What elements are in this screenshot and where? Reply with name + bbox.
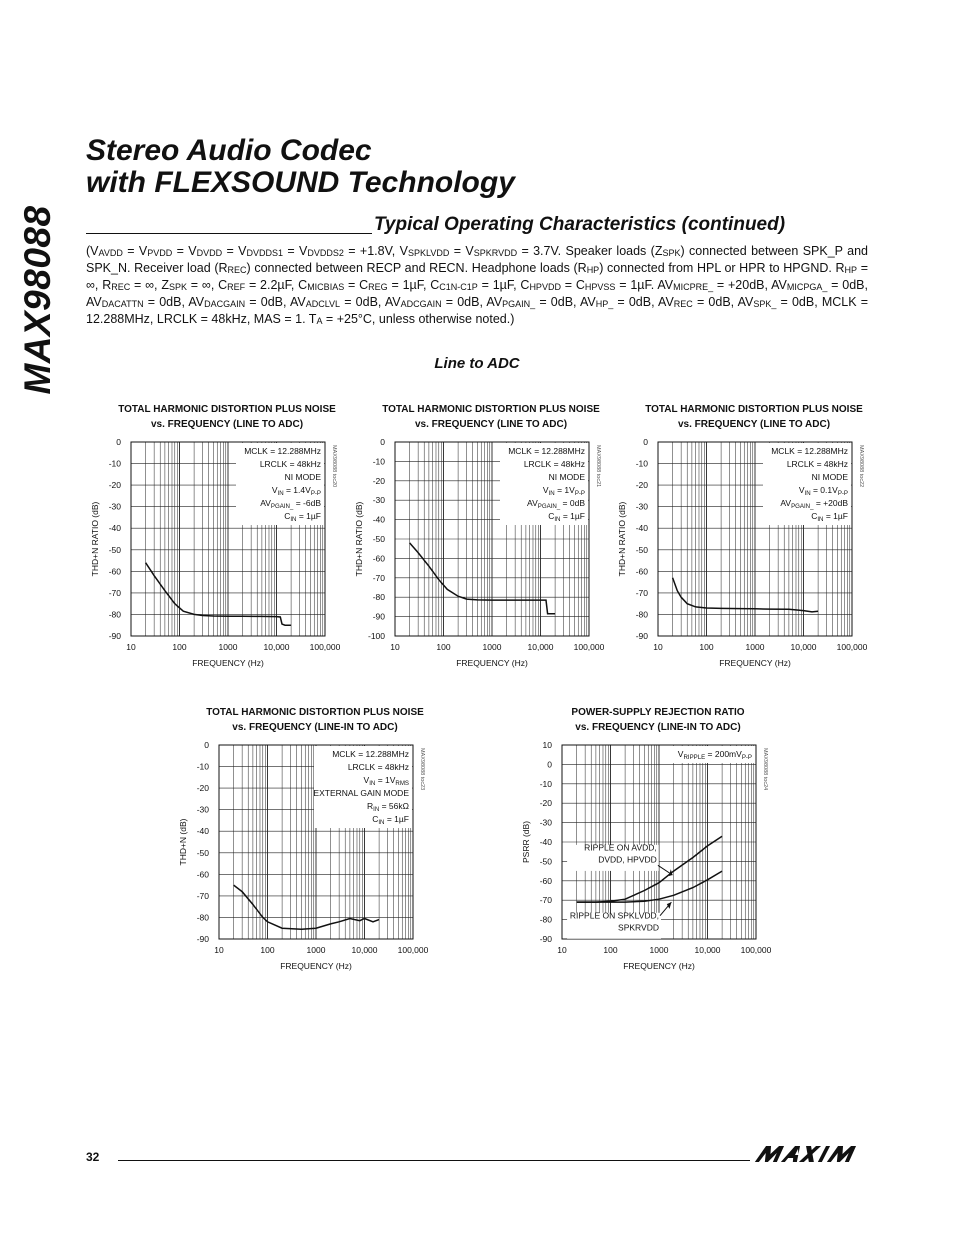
x-tick-label: 1000 [482, 642, 502, 652]
condition-text: = 0dB, AV [441, 295, 503, 309]
annotation-text: C [811, 511, 818, 521]
chart-svg [174, 705, 456, 977]
chart-title-line: POWER-SUPPLY REJECTION RATIO [571, 707, 745, 718]
annotation-subscript: IN [290, 516, 297, 523]
condition-text: = C [344, 278, 369, 292]
y-tick-label: -70 [372, 572, 385, 583]
condition-subscript: AVDD [98, 248, 123, 258]
condition-text: = V [222, 244, 247, 258]
series-label: DVDD, HPVDD [598, 854, 657, 865]
y-tick-label: -90 [635, 631, 648, 641]
annotation-subscript: IN [378, 819, 385, 826]
annotation-text: = 1.4V [283, 485, 311, 495]
annotation-text: NI MODE [284, 472, 321, 482]
y-tick-label: -100 [367, 631, 385, 641]
condition-subscript: C1N-C1P [439, 282, 478, 292]
series-line [234, 885, 380, 929]
condition-text: = 0dB, AV [245, 295, 306, 309]
condition-subscript: SPK [662, 248, 681, 258]
maxim-logo-mark [754, 1140, 870, 1166]
x-tick-label: 10,000 [694, 945, 721, 955]
annotation-line [787, 459, 848, 469]
annotation-text: MCLK = 12.288MHz [508, 446, 585, 456]
annotation-text: EXTERNAL GAIN MODE [313, 788, 409, 798]
y-tick-label: 0 [116, 437, 121, 447]
condition-text: = 1µF, C [477, 278, 530, 292]
y-tick-label: -30 [108, 501, 121, 512]
annotation-text: R [366, 801, 374, 811]
y-tick-label: 10 [542, 740, 552, 750]
y-axis-label: THD+N RATIO (dB) [354, 501, 364, 577]
chart-svg [350, 402, 632, 674]
figure-code: MAX98088 toc23 [419, 748, 425, 791]
condition-text: = C [560, 278, 585, 292]
y-tick-label: -60 [635, 566, 648, 577]
y-tick-label: -20 [635, 480, 648, 491]
chart-title-line: TOTAL HARMONIC DISTORTION PLUS NOISE [645, 404, 863, 415]
condition-text: = 0dB, AV [613, 295, 674, 309]
y-tick-label: -90 [372, 611, 385, 622]
y-tick-label: 0 [643, 437, 648, 447]
y-tick-label: -40 [372, 514, 385, 525]
condition-text: = ∞, Z [130, 278, 169, 292]
annotation-text: LRCLK = 48kHz [786, 459, 848, 469]
y-tick-label: -10 [196, 761, 209, 772]
annotation-line [549, 472, 586, 482]
y-tick-label: -30 [635, 501, 648, 512]
page-number: 32 [86, 1150, 100, 1164]
annotation-text: C [284, 511, 291, 521]
annotation-line [332, 749, 409, 759]
y-tick-label: -30 [539, 817, 552, 828]
annotation-subscript: P-P [574, 490, 585, 497]
x-tick-label: 100,000 [836, 642, 868, 652]
annotation-subscript: P-P [741, 754, 752, 761]
chart-title-line: TOTAL HARMONIC DISTORTION PLUS NOISE [382, 404, 600, 415]
condition-subscript: REC [673, 299, 693, 309]
condition-text: ) connected between RECP and RECN. Headphone loads (R [246, 261, 587, 275]
annotation-text: = +20dB [813, 498, 848, 508]
y-tick-label: -50 [635, 544, 648, 555]
chart-title-line: TOTAL HARMONIC DISTORTION PLUS NOISE [118, 404, 336, 415]
y-tick-label: 0 [204, 740, 209, 750]
condition-text: = ∞, R [86, 261, 868, 292]
y-tick-label: -30 [372, 495, 385, 506]
series-label: SPKRVDD [618, 922, 659, 933]
condition-text: = 0dB, MCLK = 12.288MHz, LRCLK = 48kHz, MAS = 1. T [86, 295, 869, 326]
annotation-text: LRCLK = 48kHz [259, 459, 321, 469]
condition-text: = +20dB, AV [713, 278, 787, 292]
condition-subscript: HP [586, 265, 600, 275]
annotation-text: = 1µF [296, 511, 321, 521]
y-tick-label: -80 [539, 914, 552, 925]
y-tick-label: -90 [108, 631, 121, 641]
maxim-logo [754, 1140, 870, 1166]
x-tick-label: 100 [260, 945, 275, 955]
annotation-subscript: IN [804, 490, 811, 497]
condition-subscript: ADCGAIN [400, 299, 442, 309]
y-tick-label: -60 [108, 566, 121, 577]
chart-thdn-line-to-adc-2 [350, 402, 632, 674]
figure-code: MAX98088 toc22 [858, 445, 864, 488]
annotation-text: AV [527, 498, 538, 508]
y-tick-label: -70 [196, 890, 209, 901]
condition-subscript: REC [227, 265, 247, 275]
x-tick-label: 100,000 [309, 642, 341, 652]
condition-subscript: PGAIN_ [502, 299, 536, 309]
x-tick-label: 1000 [306, 945, 326, 955]
x-tick-label: 10,000 [351, 945, 378, 955]
y-tick-label: -40 [539, 837, 552, 847]
x-tick-label: 10 [390, 642, 400, 652]
condition-subscript: DVDDS2 [307, 248, 344, 258]
condition-subscript: HP [844, 265, 858, 275]
x-tick-label: 100 [436, 642, 451, 652]
series-label: RIPPLE ON SPKLVDD, [569, 910, 659, 921]
operating-conditions [86, 243, 868, 328]
side-part-number-text: MAX98088 [17, 205, 58, 395]
y-tick-label: -10 [539, 778, 552, 789]
annotation-line [771, 446, 848, 456]
annotation-subscript: IN [548, 490, 555, 497]
condition-text: = V [172, 244, 197, 258]
condition-text: = ∞, C [187, 278, 228, 292]
condition-subscript: A [316, 316, 323, 326]
annotation-text: C [548, 511, 555, 521]
condition-subscript: SPKRVDD [473, 248, 518, 258]
condition-text: = 2.2µF, C [245, 278, 308, 292]
x-tick-label: 100,000 [740, 945, 772, 955]
annotation-text: NI MODE [548, 472, 585, 482]
figure-code: MAX98088 toc21 [595, 445, 601, 488]
y-tick-label: -50 [196, 847, 209, 858]
condition-subscript: HPVSS [584, 282, 616, 292]
x-tick-label: 100,000 [397, 945, 429, 955]
annotation-text: = -6dB [293, 498, 321, 508]
figure-code: MAX98088 toc20 [331, 445, 337, 488]
condition-text: = +25°C, unless otherwise noted.) [322, 312, 515, 326]
doc-title [86, 135, 515, 199]
annotation-text: = 1µF [560, 511, 585, 521]
condition-subscript: HP_ [595, 299, 614, 309]
annotation-text: AV [260, 498, 271, 508]
y-tick-label: -10 [635, 458, 648, 469]
condition-subscript: DACGAIN [204, 299, 246, 309]
condition-subscript: REG [368, 282, 388, 292]
annotation-subscript: PGAIN_ [270, 503, 294, 510]
x-tick-label: 10,000 [527, 642, 554, 652]
condition-subscript: DACATTN [101, 299, 144, 309]
x-tick-label: 10,000 [263, 642, 290, 652]
annotation-text: = 1µF [823, 511, 848, 521]
section-rule [86, 233, 372, 234]
x-tick-label: 10 [126, 642, 136, 652]
condition-text: ) connected from HPL or HPR to HPGND. R [599, 261, 845, 275]
chart-title-line: vs. FREQUENCY (LINE-IN TO ADC) [575, 722, 741, 733]
y-axis-label: PSRR (dB) [521, 820, 531, 864]
chart-title-line: vs. FREQUENCY (LINE TO ADC) [677, 419, 831, 430]
condition-subscript: PVDD [147, 248, 173, 258]
condition-text: = 3.7V. Speaker loads (Z [517, 244, 663, 258]
annotation-subscript: IN [369, 780, 376, 787]
annotation-line [348, 762, 409, 772]
series-line [577, 871, 723, 902]
annotation-line [812, 472, 849, 482]
y-tick-label: -90 [196, 934, 209, 944]
x-tick-label: 1000 [218, 642, 238, 652]
annotation-text: LRCLK = 48kHz [347, 762, 409, 772]
condition-subscript: HPVDD [529, 282, 561, 292]
annotation-subscript: P-P [837, 490, 848, 497]
x-tick-label: 10 [653, 642, 663, 652]
condition-subscript: SPK [168, 282, 187, 292]
annotation-subscript: IN [817, 516, 824, 523]
doc-title-line2: with FLEXSOUND Technology [86, 166, 515, 199]
x-axis-label: FREQUENCY (Hz) [623, 961, 695, 971]
condition-text: = V [122, 244, 148, 258]
y-tick-label: -80 [108, 609, 121, 620]
annotation-line [244, 446, 321, 456]
series-line [673, 578, 819, 612]
series-label: RIPPLE ON AVDD, [584, 842, 657, 853]
condition-text: = 0dB, AV [535, 295, 596, 309]
x-axis-label: FREQUENCY (Hz) [719, 658, 791, 668]
chart-thdn-line-to-adc-3 [613, 402, 895, 674]
chart-svg [517, 705, 799, 977]
condition-subscript: MICPGA_ [786, 282, 828, 292]
chart-title-line: vs. FREQUENCY (LINE TO ADC) [150, 419, 304, 430]
annotation-text: V [542, 485, 549, 495]
annotation-text: = 1V [554, 485, 575, 495]
x-axis-label: FREQUENCY (Hz) [192, 658, 264, 668]
x-tick-label: 10 [214, 945, 224, 955]
y-tick-label: -10 [372, 456, 385, 467]
chart-title-line: TOTAL HARMONIC DISTORTION PLUS NOISE [206, 707, 424, 718]
condition-text: = +1.8V, V [343, 244, 408, 258]
x-tick-label: 100 [603, 945, 618, 955]
annotation-line [285, 472, 322, 482]
y-tick-label: -50 [372, 534, 385, 544]
figure-code: MAX98088 toc24 [762, 748, 768, 791]
annotation-text: MCLK = 12.288MHz [244, 446, 321, 456]
annotation-line [260, 459, 321, 469]
annotation-subscript: IN [554, 516, 561, 523]
condition-text: = V [283, 244, 308, 258]
annotation-text: AV [780, 498, 792, 508]
condition-text: = 0dB, AV [692, 295, 754, 309]
y-tick-label: -20 [372, 475, 385, 486]
annotation-text: C [372, 814, 379, 824]
condition-subscript: REC [111, 282, 131, 292]
series-line [410, 543, 555, 614]
chart-svg [613, 402, 895, 674]
annotation-subscript: IN [373, 806, 380, 813]
y-tick-label: -80 [635, 609, 648, 620]
condition-subscript: DVDD [196, 248, 223, 258]
annotation-text: = 56kΩ [379, 801, 409, 811]
annotation-subscript: PGAIN_ [537, 503, 561, 510]
y-tick-label: -50 [108, 544, 121, 555]
annotation-text: = 1µF [384, 814, 409, 824]
y-tick-label: -70 [108, 587, 121, 598]
chart-thdn-line-in-to-adc [174, 705, 456, 977]
x-tick-label: 10 [557, 945, 567, 955]
annotation-text: V [363, 775, 370, 785]
y-tick-label: -40 [108, 523, 121, 534]
annotation-subscript: P-P [310, 490, 321, 497]
annotation-text: MCLK = 12.288MHz [771, 446, 848, 456]
y-axis-label: THD+N (dB) [178, 818, 188, 866]
condition-subscript: SPKLVDD [407, 248, 450, 258]
condition-subscript: MICPRE_ [673, 282, 714, 292]
footer-rule [118, 1160, 750, 1161]
annotation-subscript: RIPPLE [683, 754, 706, 761]
annotation-line [313, 788, 409, 798]
subheading: Line to ADC [434, 355, 520, 372]
y-tick-label: -40 [635, 523, 648, 534]
annotation-text: MCLK = 12.288MHz [332, 749, 409, 759]
y-tick-label: -30 [196, 804, 209, 815]
annotation-subscript: IN [277, 490, 284, 497]
chart-thdn-line-to-adc-1 [86, 402, 368, 674]
x-tick-label: 1000 [745, 642, 765, 652]
condition-text: ) connected between SPK_P and SPK_N. Receiver load (R [86, 244, 868, 275]
y-tick-label: -90 [539, 934, 552, 944]
y-tick-label: -80 [196, 912, 209, 923]
y-tick-label: -40 [196, 826, 209, 837]
x-tick-label: 1000 [649, 945, 669, 955]
annotation-subscript: PGAIN_ [791, 503, 814, 510]
condition-text: (V [86, 244, 99, 258]
y-tick-label: 0 [547, 759, 552, 770]
y-axis-label: THD+N RATIO (dB) [90, 501, 100, 577]
chart-title-line: vs. FREQUENCY (LINE TO ADC) [414, 419, 568, 430]
y-tick-label: -20 [196, 783, 209, 794]
condition-subscript: DVDDS1 [246, 248, 284, 258]
annotation-text: V [677, 749, 684, 759]
chart-psrr-line-in-to-adc [517, 705, 799, 977]
condition-text: = 0dB, AV [143, 295, 205, 309]
x-tick-label: 100,000 [573, 642, 605, 652]
y-tick-label: -60 [539, 875, 552, 886]
y-tick-label: -70 [539, 895, 552, 906]
y-tick-label: -60 [372, 553, 385, 564]
condition-subscript: REF [227, 282, 246, 292]
x-axis-label: FREQUENCY (Hz) [280, 961, 352, 971]
x-tick-label: 100 [172, 642, 187, 652]
chart-title-line: vs. FREQUENCY (LINE-IN TO ADC) [232, 722, 398, 733]
annotation-line [524, 459, 585, 469]
series-label-arrowhead [667, 902, 672, 909]
y-tick-label: -10 [108, 458, 121, 469]
chart-svg [86, 402, 368, 674]
doc-title-line1: Stereo Audio Codec [86, 134, 372, 167]
condition-text: = 0dB, AV [86, 278, 868, 309]
annotation-text: V [271, 485, 278, 495]
condition-text: = 1µF, C [387, 278, 440, 292]
y-tick-label: -50 [539, 856, 552, 867]
annotation-text: = 200mV [705, 749, 742, 759]
annotation-line [508, 446, 585, 456]
x-tick-label: 100 [699, 642, 714, 652]
annotation-text: = 0.1V [810, 485, 838, 495]
y-tick-label: -20 [539, 798, 552, 809]
y-tick-label: -20 [108, 480, 121, 491]
condition-text: = 1µF. AV [615, 278, 674, 292]
y-axis-label: THD+N RATIO (dB) [617, 501, 627, 577]
annotation-subscript: RMS [395, 780, 409, 787]
y-tick-label: -70 [635, 587, 648, 598]
annotation-text: = 0dB [560, 498, 585, 508]
condition-subscript: SPK_ [753, 299, 777, 309]
y-tick-label: -80 [372, 592, 385, 603]
x-tick-label: 10,000 [790, 642, 817, 652]
condition-text: = 0dB, AV [340, 295, 401, 309]
series-line [146, 563, 292, 626]
section-title: Typical Operating Characteristics (continued) [374, 214, 786, 235]
condition-text: = V [449, 244, 474, 258]
y-tick-label: 0 [380, 437, 385, 447]
condition-subscript: MICBIAS [307, 282, 345, 292]
condition-subscript: ADCLVL [305, 299, 341, 309]
x-axis-label: FREQUENCY (Hz) [456, 658, 528, 668]
annotation-text: = 1V [375, 775, 396, 785]
annotation-text: V [798, 485, 805, 495]
y-tick-label: -60 [196, 869, 209, 880]
annotation-text: NI MODE [811, 472, 848, 482]
annotation-text: LRCLK = 48kHz [523, 459, 585, 469]
